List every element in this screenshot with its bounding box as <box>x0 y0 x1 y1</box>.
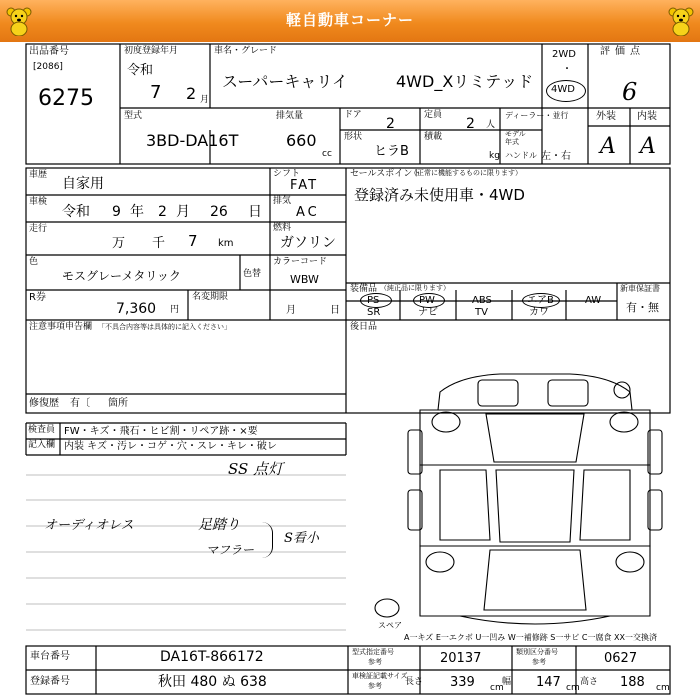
mileage-label: 走行 <box>29 224 48 234</box>
plate-label: 登録番号 <box>30 676 70 687</box>
equip-tv: TV <box>475 307 488 318</box>
check-row-1: FW・キズ・飛石・ヒビ割・リペア跡・×要 <box>64 426 258 437</box>
mileage-sen: 千 <box>152 236 166 251</box>
shift-value: FAT <box>290 178 319 193</box>
body-shape-label: 形状 <box>344 132 363 142</box>
dealer-label: ディーラー・並行 <box>505 111 569 120</box>
repair-unit: 箇所 <box>108 398 128 409</box>
equip-ps: PS <box>367 295 380 306</box>
manual-label: 新車保証書 <box>620 284 660 293</box>
inspection-day: 26 <box>210 204 228 220</box>
inspection-era: 令和 <box>62 204 90 220</box>
load-unit: kg <box>489 151 500 161</box>
color-value: モスグレーメタリック <box>62 269 181 283</box>
type-label: 型式 <box>124 111 143 121</box>
recycle-value: 7,360 <box>116 301 157 317</box>
shift-label: シフト <box>273 169 301 179</box>
category-label-1: 類別区分番号 <box>516 648 558 656</box>
drive-2wd: 2WD <box>552 49 576 60</box>
inspection-label: 車検 <box>29 197 48 207</box>
dims-length-unit: cm <box>490 683 504 693</box>
dims-height: 188 <box>620 675 645 690</box>
history-value: 自家用 <box>62 176 104 192</box>
handle-value: 左・右 <box>541 151 571 162</box>
model-spec-label-2: 参考 <box>368 658 382 666</box>
equip-aw: AW <box>585 295 602 306</box>
recycle-unit: 円 <box>170 305 180 315</box>
dims-label-2: 参考 <box>368 682 382 690</box>
chassis-label: 車台番号 <box>30 651 70 662</box>
model-spec-value: 20137 <box>440 651 482 666</box>
displacement-value: 660 <box>286 131 317 150</box>
doors-label: ドア <box>344 110 362 120</box>
sales-point-note: （正常に機能するものに限ります） <box>410 169 522 177</box>
first-reg-month: 2 <box>186 84 197 103</box>
model-year-label-2: 年式 <box>505 138 519 146</box>
capacity-label: 定員 <box>424 110 443 120</box>
model-name-value: スーパーキャリイ <box>222 72 348 91</box>
capacity-unit: 人 <box>486 120 496 130</box>
lot-label: 出品番号 <box>29 46 69 57</box>
equip-abs: ABS <box>472 295 492 306</box>
header-title: 軽自動車コーナー <box>285 11 414 29</box>
model-name-label: 車名・グレード <box>214 46 278 56</box>
exhaust-label: 排気 <box>273 196 292 206</box>
memo-3: 足踏り <box>198 517 240 533</box>
memo-5: S看小 <box>284 531 319 546</box>
inspection-month-unit: 月 <box>176 204 190 220</box>
type-value: 3BD-DA16T <box>146 131 239 150</box>
doors-value: 2 <box>386 116 395 132</box>
recycle-label: R券 <box>29 292 46 303</box>
equip-navi: ナビ <box>418 307 438 318</box>
displacement-label: 排気量 <box>276 111 304 121</box>
memo-1: SS 点灯 <box>228 460 284 478</box>
color-label: 色 <box>29 257 39 267</box>
equip-pw: PW <box>419 295 435 306</box>
first-reg-month-unit: 月 <box>200 95 210 105</box>
dims-height-unit: cm <box>656 683 670 693</box>
drive-4wd: 4WD <box>551 84 575 95</box>
capacity-value: 2 <box>466 116 475 132</box>
plate-value: 秋田 480 ぬ 638 <box>158 674 267 690</box>
check-label-2: 記入欄 <box>28 440 56 450</box>
dims-label-1: 車検証記載サイズ <box>352 672 408 680</box>
equip-sr: SR <box>367 307 381 318</box>
color-code-label: カラーコード <box>273 257 328 267</box>
repair-label: 修復歴 <box>29 398 59 409</box>
model-year-label-1: モデル <box>505 130 526 138</box>
dims-length-label: 長さ <box>405 677 424 687</box>
color-change-label: 色替 <box>243 269 262 279</box>
first-reg-era: 令和 <box>127 63 154 78</box>
chassis-value: DA16T-866172 <box>160 649 264 665</box>
lot-number: 6275 <box>38 86 94 111</box>
check-label-1: 検査員 <box>28 425 56 435</box>
drive-dot: ・ <box>562 64 572 75</box>
color-code: WBW <box>290 273 319 286</box>
notes-label: 注意事項申告欄 <box>29 322 93 332</box>
manual-value: 有・無 <box>626 301 659 314</box>
equipment-note: （純正品に限ります） <box>380 284 450 292</box>
body-shape-value: ヒラB <box>374 144 409 159</box>
memo-2: オーディオレス <box>44 518 134 533</box>
interior-label: 内装 <box>637 111 657 122</box>
handle-label: ハンドル <box>505 151 537 160</box>
car-damage-diagram <box>400 370 670 632</box>
fuel-label: 燃料 <box>273 223 292 233</box>
dims-width-label: 幅 <box>502 677 512 687</box>
category-value: 0627 <box>604 651 638 666</box>
rear-seat-label: 後日品 <box>350 322 378 332</box>
title-deadline-label: 名変期限 <box>192 292 229 302</box>
check-row-2: 内装 キズ・汚レ・コゲ・穴・スレ・キレ・破レ <box>64 441 277 452</box>
equipment-label: 装備品 <box>350 284 378 294</box>
notes-sub: 「不具合内容等は具体的に記入ください」 <box>98 323 231 331</box>
model-spec-label-1: 型式指定番号 <box>352 648 394 656</box>
dims-width: 147 <box>536 675 561 690</box>
inspection-year: 9 <box>112 204 121 220</box>
history-label: 車歴 <box>29 170 48 180</box>
spare-tire-icon <box>372 596 402 620</box>
first-reg-year: 7 <box>150 82 162 103</box>
lot-sub: [2086] <box>33 62 63 72</box>
memo-4: マフラー <box>206 543 255 557</box>
equip-leather: カワ <box>529 307 549 318</box>
equip-airbag: エアB <box>527 295 554 306</box>
fuel-value: ガソリン <box>280 235 336 251</box>
mileage-value: 7 <box>188 232 198 250</box>
rating-label: 評価点 <box>600 46 645 57</box>
title-deadline-day-unit: 日 <box>330 305 340 316</box>
repair-value: 有〔 <box>70 398 90 409</box>
exterior-grade: A <box>600 134 616 159</box>
sales-point-label: セールスポイント <box>350 169 422 179</box>
inspection-month: 2 <box>158 204 167 220</box>
dims-length: 339 <box>450 675 475 690</box>
mileage-man: 万 <box>112 236 126 251</box>
category-label-2: 参考 <box>532 658 546 666</box>
exterior-label: 外装 <box>596 111 616 122</box>
mileage-unit: km <box>218 238 234 249</box>
sales-point-value: 登録済み未使用車・4WD <box>354 186 525 204</box>
inspection-day-unit: 日 <box>248 204 262 220</box>
dims-height-label: 高さ <box>580 677 599 687</box>
displacement-unit: cc <box>322 149 332 159</box>
load-label: 積載 <box>424 132 443 142</box>
exhaust-value: AC <box>296 205 320 220</box>
memo-bracket <box>262 522 273 558</box>
model-grade: 4WD_Xリミテッド <box>396 72 534 91</box>
spare-label: スペア <box>378 621 402 630</box>
title-deadline-month-unit: 月 <box>286 305 296 316</box>
interior-grade: A <box>640 134 656 159</box>
inspection-year-unit: 年 <box>130 204 144 220</box>
dims-width-unit: cm <box>566 683 580 693</box>
damage-legend: A一キズ E一エクボ U一凹み W一補修跡 S一サビ C一腐食 XX一交換済 <box>404 633 658 642</box>
first-reg-label: 初度登録年月 <box>124 46 179 56</box>
rating-value: 6 <box>622 78 638 106</box>
